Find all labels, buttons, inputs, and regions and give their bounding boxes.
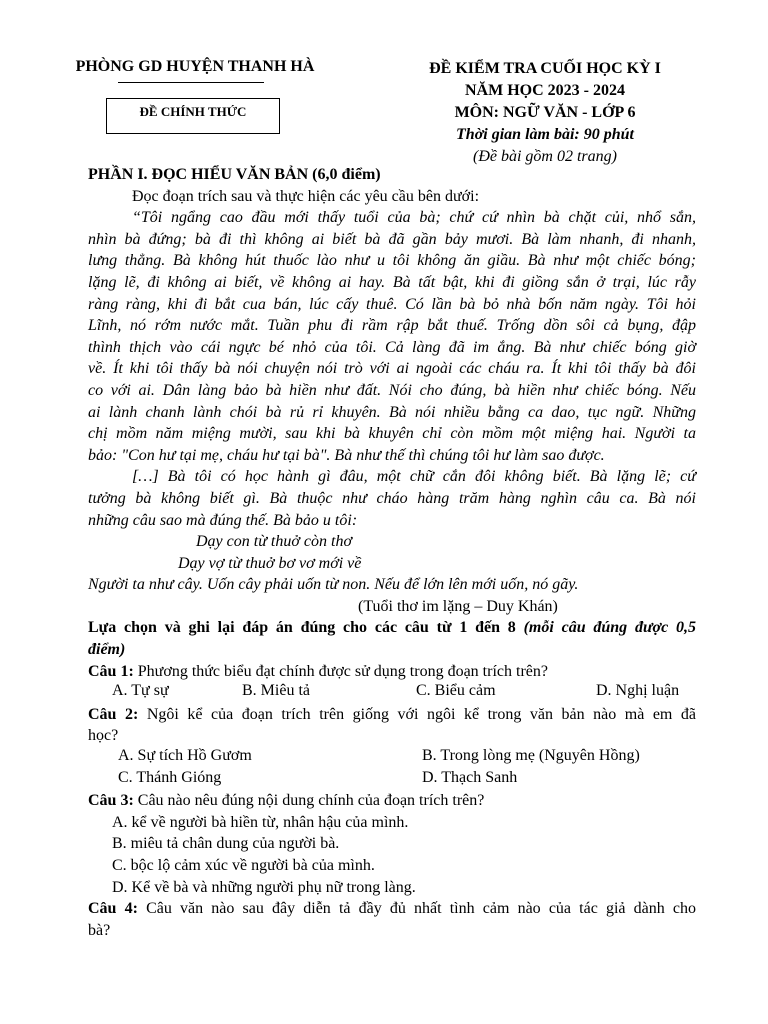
- option-d: D. Kể về bà và những người phụ nữ trong làng.: [112, 878, 416, 896]
- department-underline: [118, 82, 264, 83]
- option-c: C. Thánh Gióng: [118, 768, 222, 786]
- passage-line: “Tôi ngẩng cao đầu mới thấy tuổi của bà; chứ cứ nhìn bà chặt củi, nhổ sắn,: [132, 209, 696, 227]
- passage-line: Lĩnh, nó rớm nước mắt. Tuần phu đi rầm rập bắt thuế. Trống dồn sôi cả bụng, đập: [88, 317, 696, 335]
- question-2-options-row1: [88, 747, 696, 769]
- question-2: [88, 704, 696, 726]
- passage-line: thình thịch vào cái ngực bé nhỏ của tôi. Cả làng đã im ắng. Bà như chiếc bóng giờ: [88, 338, 696, 356]
- question-1-options: [88, 682, 696, 704]
- question-text: Phương thức biểu đạt chính được sử dụng trong đoạn trích trên?: [137, 662, 548, 680]
- question-1: [88, 661, 696, 683]
- mc-instruction: [88, 617, 696, 639]
- option-a: A. kể về người bà hiền từ, nhân hậu của mình.: [112, 813, 409, 831]
- passage-line: […] Bà tôi có học hành gì đâu, một chữ cắn đôi không biết. Bà lặng lẽ; cứ: [132, 468, 696, 486]
- passage-line: về. Ít khi tôi thấy bà nói chuyện nói trò với ai ngoài các cháu ra. Ít khi tôi thấy bà đôi: [88, 360, 696, 378]
- passage-line: ràng ràng, khi đi bắt cua bán, lúc cấy thuê. Có lần bà bỏ nhà bốn năm ngày. Tôi hỏi: [88, 295, 696, 313]
- page-count-note: (Đề bài gồm 02 trang): [473, 148, 617, 165]
- question-4: [88, 898, 696, 920]
- option-b: B. miêu tả chân dung của người bà.: [112, 835, 340, 853]
- question-label: Câu 1:: [88, 662, 134, 680]
- option-d: D. Nghị luận: [596, 682, 680, 700]
- subject: MÔN: NGỮ VĂN - LỚP 6: [454, 104, 636, 121]
- question-label: Câu 4:: [88, 900, 138, 918]
- passage-line: lưng thẳng. Bà không hút thuốc lào như u tôi không ăn giầu. Bà như một chiếc bóng;: [88, 252, 696, 270]
- mc-instruction-points-end: điểm): [88, 641, 126, 659]
- exam-title: ĐỀ KIỂM TRA CUỐI HỌC KỲ I: [429, 60, 661, 77]
- time-limit: Thời gian làm bài: 90 phút: [456, 126, 634, 143]
- section-instruction: Đọc đoạn trích sau và thực hiện các yêu cầu bên dưới:: [132, 187, 480, 205]
- question-text: Câu văn nào sau đây diễn tả đầy đủ nhất tình cảm nào của tác giả dành cho: [146, 900, 697, 918]
- official-exam-box: [106, 98, 280, 134]
- option-b: B. Trong lòng mẹ (Nguyên Hồng): [422, 747, 640, 765]
- exam-body: [88, 164, 696, 941]
- question-label: Câu 2:: [88, 705, 139, 723]
- question-3: [88, 790, 696, 812]
- option-a: A. Tự sự: [112, 682, 169, 700]
- official-label: ĐỀ CHÍNH THỨC: [139, 104, 247, 119]
- option-b: B. Miêu tả: [242, 682, 310, 700]
- passage-line: bảo: "Con hư tại mẹ, cháu hư tại bà". Bà như thế thì chúng tôi hư làm sao được.: [88, 446, 605, 464]
- poem-line: Dạy vợ từ thuở bơ vơ mới về: [178, 554, 362, 572]
- option-a: A. Sự tích Hồ Gươm: [118, 747, 252, 765]
- question-text-cont: bà?: [88, 921, 111, 939]
- department-title: PHÒNG GD HUYỆN THANH HÀ: [75, 58, 315, 75]
- option-c: C. bộc lộ cảm xúc về người bà của mình.: [112, 857, 375, 874]
- poem-line: Dạy con từ thuở còn thơ: [196, 533, 352, 551]
- mc-instruction-main: Lựa chọn và ghi lại đáp án đúng cho các câu từ 1 đến 8: [88, 619, 516, 637]
- passage-source: (Tuổi thơ im lặng – Duy Khán): [358, 597, 558, 615]
- passage-line: những câu sao mà đúng thế. Bà bảo u tôi:: [88, 511, 358, 529]
- school-year: NĂM HỌC 2023 - 2024: [465, 82, 625, 99]
- question-label: Câu 3:: [88, 792, 134, 810]
- option-c: C. Biểu cảm: [416, 682, 496, 700]
- question-text-cont: học?: [88, 727, 119, 745]
- passage-closing: Người ta như cây. Uốn cây phải uốn từ non. Nếu để lớn lên mới uốn, nó gãy.: [88, 576, 579, 594]
- passage-line: chị mồm năm miệng mười, sau khi bà khuyên chỉ còn mồm một miệng hai. Người ta: [88, 425, 696, 443]
- passage-line: nhìn bà đứng; bà đi thì không ai biết bà đã gần bảy mươi. Bà làm nhanh, đi nhanh,: [88, 230, 696, 248]
- mc-instruction-points: (mỗi câu đúng được 0,5: [523, 619, 697, 637]
- option-d: D. Thạch Sanh: [422, 768, 518, 786]
- passage-line: lặng lẽ, đi không ai biết, về không ai hay. Bà tất bật, khi đi giồng sắn ở trại, lúc rẫy: [88, 273, 696, 291]
- passage-line: ai lành chanh lành chói bà rủ rỉ khuyên. Bà nói nhiều bằng ca dao, tục ngữ. Những: [88, 403, 696, 421]
- question-2-options-row2: [88, 769, 696, 791]
- section-heading: PHẦN I. ĐỌC HIỂU VĂN BẢN (6,0 điểm): [88, 166, 381, 183]
- passage-line: tưởng bà không biết gì. Bà thuộc như cháo hàng trăm hàng nghìn câu ca. Bà nói: [88, 489, 696, 507]
- question-text: Câu nào nêu đúng nội dung chính của đoạn trích trên?: [137, 792, 485, 810]
- exam-header: [392, 58, 698, 168]
- question-text: Ngôi kể của đoạn trích trên giống với ngôi kể trong văn bản nào mà em đã: [146, 705, 697, 723]
- passage-line: co với ai. Dân làng bảo bà hiền như đất. Nói cho đúng, bà hiền như chiếc bóng. Nếu: [88, 381, 696, 399]
